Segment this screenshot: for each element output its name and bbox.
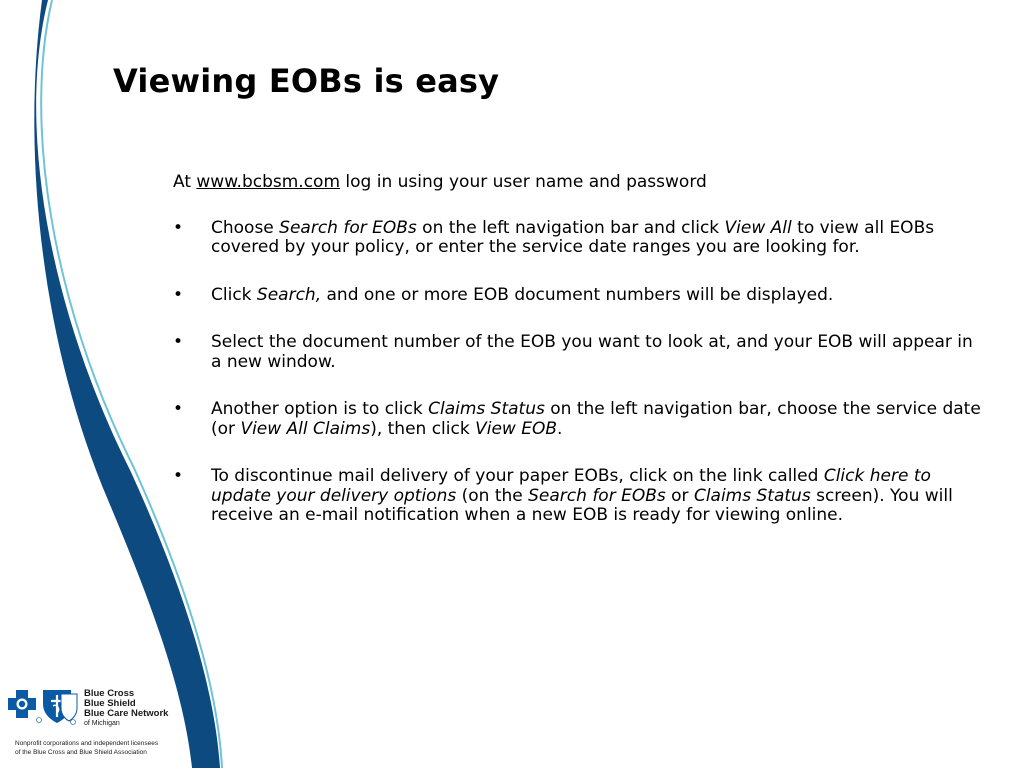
brand-subline: of Michigan <box>84 720 120 727</box>
ui-term: Claims Status <box>693 485 811 506</box>
bullet-dot: • <box>173 284 184 305</box>
intro-suffix: log in using your user name and password <box>340 172 707 192</box>
ui-term: View All Claims <box>240 418 371 439</box>
instruction-text: on the left navigation bar and click <box>416 217 725 238</box>
instruction-item <box>173 219 988 258</box>
instruction-text: and one or more EOB document numbers will be displayed. <box>321 284 834 305</box>
ui-term: View EOB <box>475 418 557 439</box>
bullet-dot: • <box>173 332 184 352</box>
bullet-dot: • <box>173 399 184 419</box>
blue-cross-icon <box>8 690 36 718</box>
bullet-dot: • <box>173 217 184 238</box>
instruction-item <box>173 286 988 306</box>
instruction-text: to view all EOBs covered by your policy, or enter the service date ranges you are looking for. <box>211 217 935 257</box>
instruction-list <box>173 219 988 526</box>
instruction-text: (on the <box>456 485 529 506</box>
instruction-text: or <box>665 485 694 506</box>
brand-line: Blue Cross <box>84 688 135 699</box>
instruction-item <box>173 467 988 526</box>
ui-term: View All <box>724 217 792 238</box>
intro-line <box>173 173 988 193</box>
instruction-text: Choose <box>211 217 280 238</box>
instruction-text: ), then click <box>370 418 476 439</box>
disclaimer-line: Nonprofit corporations and independent licensees <box>15 740 159 747</box>
ui-term: Click here to update your delivery options <box>211 466 931 506</box>
instruction-item <box>173 333 988 372</box>
instruction-text: Click <box>211 284 257 305</box>
instruction-text: Another option is to click <box>211 399 429 419</box>
instruction-text: on the left navigation bar, choose the service date (or <box>211 399 981 439</box>
brand-line: Blue Shield <box>84 698 136 709</box>
instruction-text: . <box>557 418 563 439</box>
brand-line: Blue Care Network <box>84 708 169 719</box>
ui-term: Search for EOBs <box>528 485 666 506</box>
ui-term: Search, <box>256 284 322 305</box>
intro-prefix: At <box>173 172 197 192</box>
disclaimer-line: of the Blue Cross and Blue Shield Association <box>15 748 147 756</box>
slide-title: Viewing EOBs is easy <box>113 62 500 100</box>
instruction-text: screen). You will receive an e-mail notification when a new EOB is ready for viewing online. <box>211 485 953 525</box>
brand-name <box>84 689 168 728</box>
instruction-text: To discontinue mail delivery of your paper EOBs, click on the link called <box>211 466 824 486</box>
instruction-text: Select the document number of the EOB you want to look at, and your EOB will appear in a new window. <box>211 332 973 372</box>
bullet-dot: • <box>173 466 184 486</box>
slide-body <box>173 173 988 554</box>
ui-term: Search for EOBs <box>279 217 417 238</box>
ui-term: Claims Status <box>428 399 545 419</box>
licensee-disclaimer <box>15 740 195 757</box>
bcbsm-link[interactable]: www.bcbsm.com <box>196 172 341 192</box>
instruction-item <box>173 400 988 439</box>
